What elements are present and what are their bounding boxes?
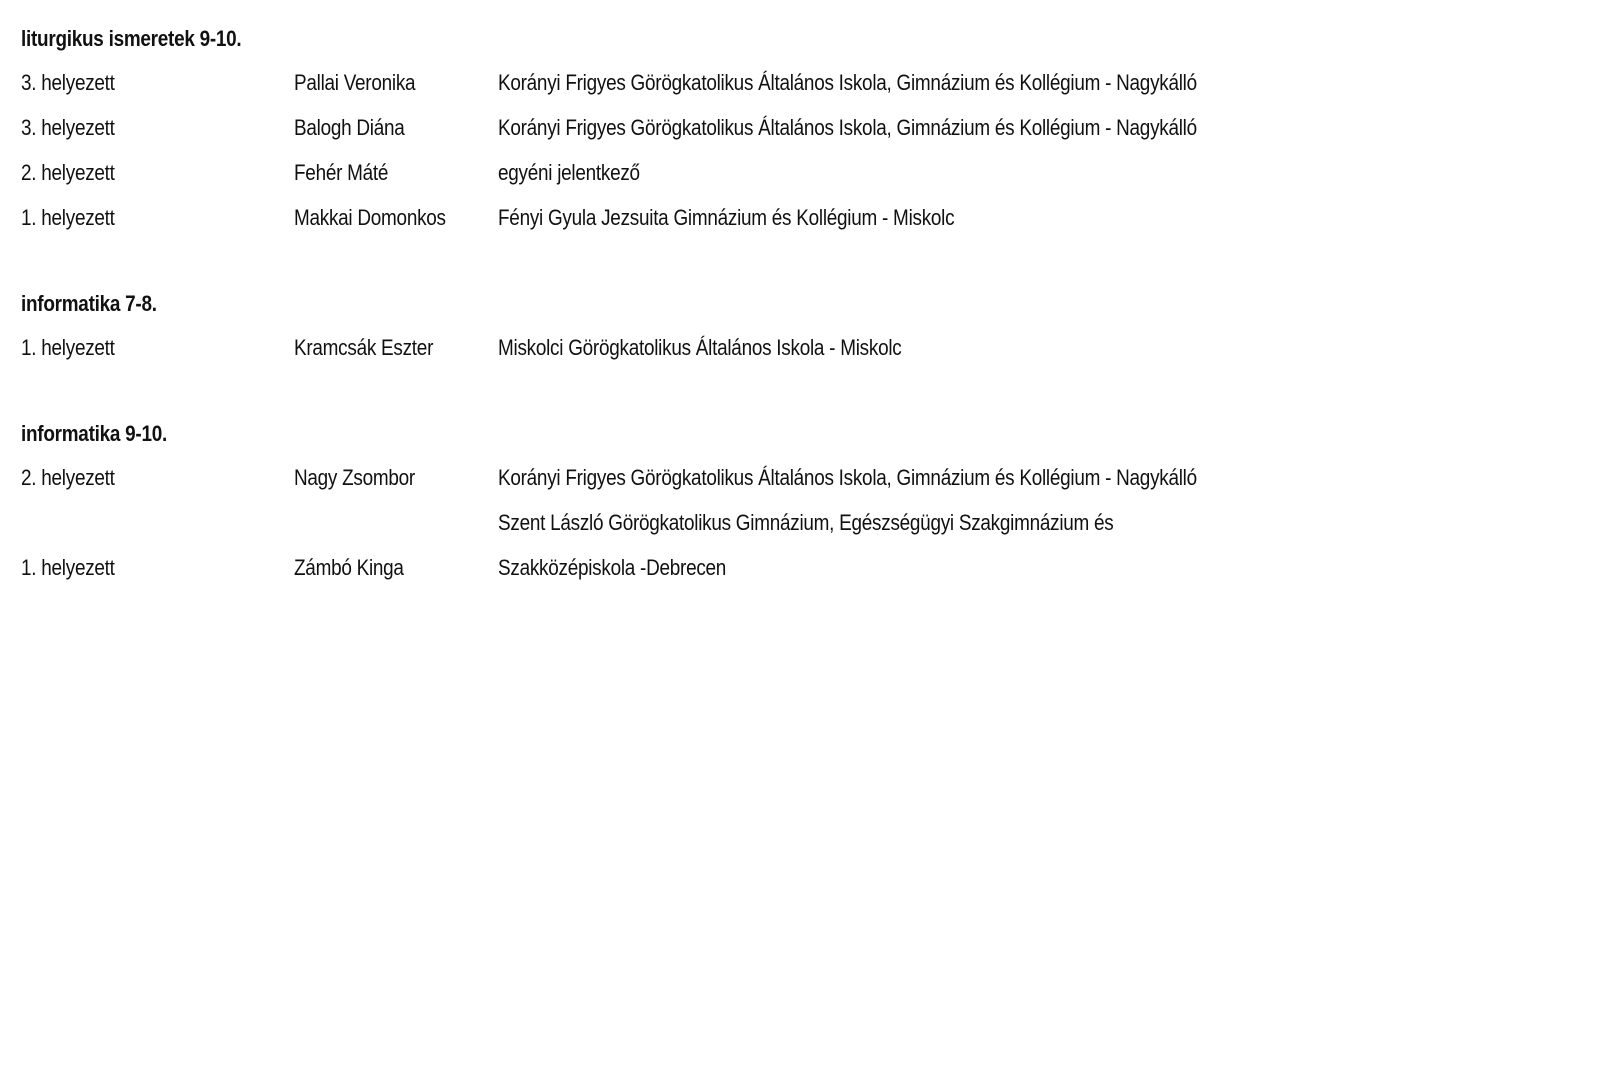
school-name: Korányi Frigyes Görögkatolikus Általános Iskola, Gimnázium és Kollégium - Nagykálló bbox=[498, 115, 1197, 140]
section-spacer bbox=[21, 370, 1581, 413]
placement: 3. helyezett bbox=[21, 115, 115, 140]
result-row bbox=[21, 455, 1581, 500]
section-liturgikus-9-10 bbox=[21, 18, 1581, 240]
student-name: Fehér Máté bbox=[294, 160, 389, 185]
school-name: Korányi Frigyes Görögkatolikus Általános Iskola, Gimnázium és Kollégium - Nagykálló bbox=[498, 70, 1197, 95]
student-name: Zámbó Kinga bbox=[294, 555, 404, 580]
section-title: liturgikus ismeretek 9-10. bbox=[21, 26, 242, 51]
section-informatika-9-10 bbox=[21, 413, 1581, 590]
school-name bbox=[498, 500, 1114, 590]
student-name: Makkai Domonkos bbox=[294, 205, 446, 230]
school-name: Korányi Frigyes Görögkatolikus Általános Iskola, Gimnázium és Kollégium - Nagykálló bbox=[498, 465, 1197, 490]
student-name: Nagy Zsombor bbox=[294, 465, 415, 490]
section-title: informatika 7-8. bbox=[21, 291, 157, 316]
section-spacer bbox=[21, 240, 1581, 283]
result-row bbox=[21, 60, 1581, 105]
placement: 3. helyezett bbox=[21, 70, 115, 95]
student-name: Pallai Veronika bbox=[294, 70, 416, 95]
result-row bbox=[21, 105, 1581, 150]
student-name: Balogh Diána bbox=[294, 115, 405, 140]
school-name-line-2: Szakközépiskola -Debrecen bbox=[498, 555, 727, 580]
student-name: Kramcsák Eszter bbox=[294, 335, 434, 360]
school-name: Miskolci Görögkatolikus Általános Iskola - Miskolc bbox=[498, 335, 902, 360]
section-informatika-7-8 bbox=[21, 283, 1581, 370]
placement: 1. helyezett bbox=[21, 335, 115, 360]
section-title: informatika 9-10. bbox=[21, 421, 167, 446]
result-row bbox=[21, 195, 1581, 240]
school-name-line-1: Szent László Görögkatolikus Gimnázium, Egészségügyi Szakgimnázium és bbox=[498, 510, 1114, 535]
school-name: egyéni jelentkező bbox=[498, 160, 640, 185]
placement: 2. helyezett bbox=[21, 465, 115, 490]
school-name: Fényi Gyula Jezsuita Gimnázium és Kollégium - Miskolc bbox=[498, 205, 955, 230]
result-row bbox=[21, 500, 1581, 590]
placement: 1. helyezett bbox=[21, 205, 115, 230]
result-row bbox=[21, 325, 1581, 370]
result-row bbox=[21, 150, 1581, 195]
placement: 2. helyezett bbox=[21, 160, 115, 185]
results-document bbox=[21, 18, 1581, 590]
placement: 1. helyezett bbox=[21, 555, 115, 580]
